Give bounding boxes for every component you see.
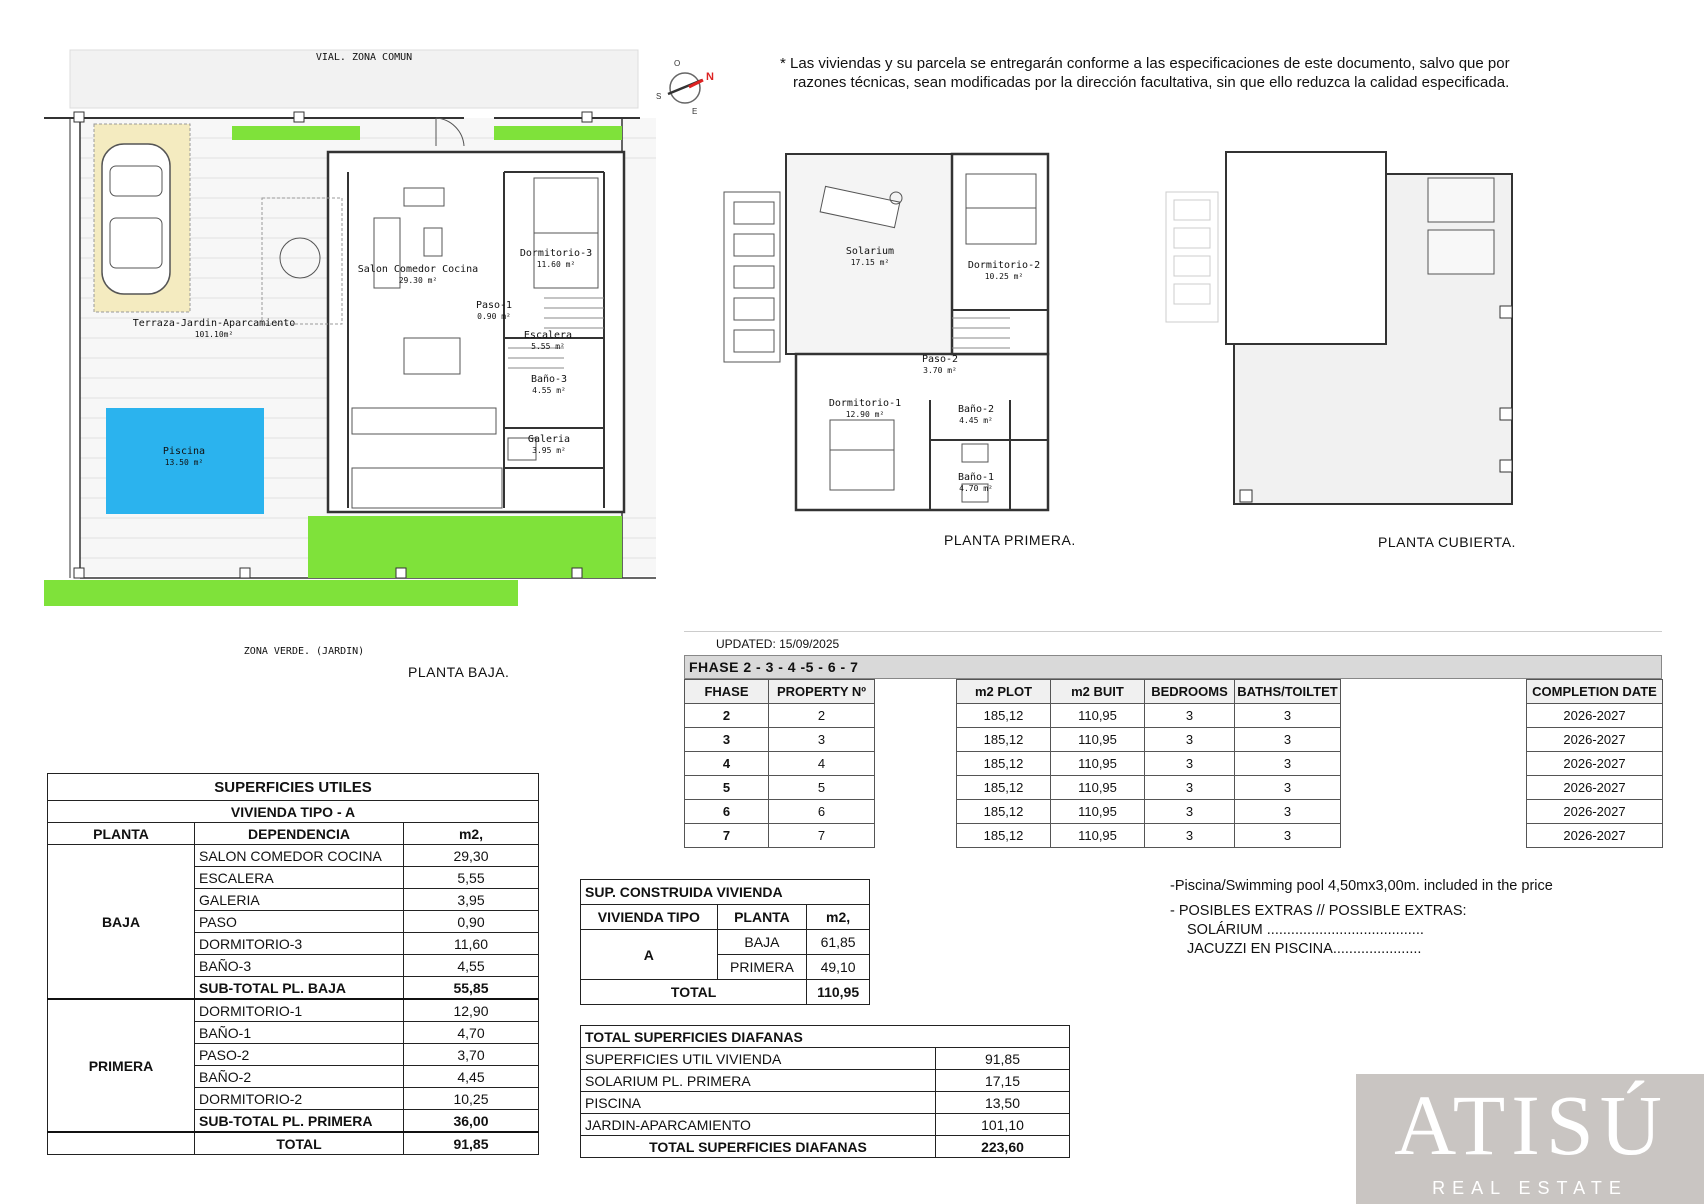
table-row bbox=[685, 728, 1663, 752]
logo-tagline: REAL ESTATE bbox=[1432, 1178, 1628, 1198]
room-dormitorio-1 bbox=[820, 398, 910, 419]
table-cell: 12,90 bbox=[404, 999, 539, 1022]
phases-updated: UPDATED: 15/09/2025 bbox=[716, 637, 840, 651]
room-paso-1-area: 0.90 m² bbox=[477, 311, 511, 321]
compass-o: O bbox=[674, 59, 681, 68]
su-title: SUPERFICIES UTILES bbox=[48, 774, 539, 801]
room-salon bbox=[348, 264, 488, 285]
table-cell: DORMITORIO-2 bbox=[195, 1088, 404, 1110]
phases-header-baths: BATHS/TOILTET bbox=[1235, 680, 1341, 704]
table-cell: 110,95 bbox=[1051, 824, 1145, 848]
table-cell bbox=[875, 704, 957, 728]
zona-verde-label: ZONA VERDE. (JARDIN) bbox=[243, 646, 365, 657]
first-floor-plan bbox=[720, 150, 1090, 520]
sc-header-tipo: VIVIENDA TIPO bbox=[581, 905, 718, 930]
sup-construida-table bbox=[580, 879, 870, 1005]
sc-total-value: 110,95 bbox=[807, 980, 870, 1005]
room-escalera-area: 5.55 m² bbox=[531, 341, 565, 351]
table-cell bbox=[875, 824, 957, 848]
table-cell: 49,10 bbox=[807, 955, 870, 980]
room-bano-2 bbox=[946, 404, 1006, 425]
compass-s: S bbox=[656, 92, 662, 101]
room-solarium-name: Solarium bbox=[845, 246, 895, 257]
room-bano-3-area: 4.55 m² bbox=[532, 385, 566, 395]
ground-floor-plan bbox=[44, 48, 656, 660]
table-cell: 110,95 bbox=[1051, 752, 1145, 776]
table-cell: JARDIN-APARCAMIENTO bbox=[581, 1114, 936, 1136]
table-row bbox=[685, 800, 1663, 824]
su-total-value: 91,85 bbox=[404, 1132, 539, 1155]
table-cell: 6 bbox=[769, 800, 875, 824]
su-subtitle: VIVIENDA TIPO - A bbox=[48, 801, 539, 823]
vial-zona-comun-label: VIAL. ZONA COMUN bbox=[315, 52, 413, 63]
table-cell: 3 bbox=[1235, 800, 1341, 824]
table-cell: PRIMERA bbox=[717, 955, 807, 980]
su-primera-subtotal-label: SUB-TOTAL PL. PRIMERA bbox=[195, 1110, 404, 1133]
table-cell: 110,95 bbox=[1051, 704, 1145, 728]
table-cell: BAÑO-3 bbox=[195, 955, 404, 977]
table-row bbox=[581, 930, 870, 955]
table-cell: 3 bbox=[1145, 752, 1235, 776]
table-cell: 185,12 bbox=[957, 776, 1051, 800]
table-cell: 61,85 bbox=[807, 930, 870, 955]
table-cell: 2 bbox=[685, 704, 769, 728]
room-galeria-name: Galeria bbox=[527, 434, 571, 445]
room-galeria bbox=[514, 434, 584, 455]
sc-title: SUP. CONSTRUIDA VIVIENDA bbox=[581, 880, 870, 905]
table-cell: 2026-2027 bbox=[1527, 800, 1663, 824]
room-dormitorio-3-area: 11.60 m² bbox=[536, 259, 576, 269]
phases-header-blank1 bbox=[875, 680, 957, 704]
table-row bbox=[581, 1070, 1070, 1092]
table-cell: 110,95 bbox=[1051, 800, 1145, 824]
table-cell: 185,12 bbox=[957, 824, 1051, 848]
room-bano-1-area: 4.70 m² bbox=[959, 483, 993, 493]
logo-brand: ATISÚ bbox=[1394, 1077, 1668, 1173]
table-cell: 4,45 bbox=[404, 1066, 539, 1088]
room-galeria-area: 3.95 m² bbox=[532, 445, 566, 455]
table-cell: SOLARIUM PL. PRIMERA bbox=[581, 1070, 936, 1092]
table-cell: PISCINA bbox=[581, 1092, 936, 1114]
table-cell: 185,12 bbox=[957, 704, 1051, 728]
table-cell: 185,12 bbox=[957, 800, 1051, 824]
table-cell: 3 bbox=[1145, 800, 1235, 824]
phases-header-fhase: FHASE bbox=[685, 680, 769, 704]
compass-e: E bbox=[692, 107, 698, 116]
table-cell: PASO bbox=[195, 911, 404, 933]
table-cell bbox=[875, 728, 957, 752]
room-dormitorio-2 bbox=[956, 260, 1052, 281]
table-cell: 3 bbox=[1235, 728, 1341, 752]
su-total-label: TOTAL bbox=[195, 1132, 404, 1155]
room-dormitorio-2-name: Dormitorio-2 bbox=[967, 260, 1041, 271]
compass-icon bbox=[654, 58, 716, 118]
room-dormitorio-2-area: 10.25 m² bbox=[984, 271, 1024, 281]
sc-tipo: A bbox=[581, 930, 718, 980]
room-piscina bbox=[144, 446, 224, 467]
table-cell: BAÑO-1 bbox=[195, 1022, 404, 1044]
roof-title: PLANTA CUBIERTA. bbox=[1378, 534, 1516, 550]
ground-floor-title: PLANTA BAJA. bbox=[408, 664, 510, 680]
room-dormitorio-1-area: 12.90 m² bbox=[845, 409, 885, 419]
su-baja-subtotal-value: 55,85 bbox=[404, 977, 539, 1000]
room-bano-1-name: Baño-1 bbox=[957, 472, 995, 483]
room-bano-1 bbox=[946, 472, 1006, 493]
table-cell: 4 bbox=[769, 752, 875, 776]
table-row bbox=[581, 1092, 1070, 1114]
table-row bbox=[685, 824, 1663, 848]
table-cell: ESCALERA bbox=[195, 867, 404, 889]
table-cell: 5,55 bbox=[404, 867, 539, 889]
su-baja-label: BAJA bbox=[48, 845, 195, 1000]
table-row bbox=[581, 1048, 1070, 1070]
phases-title: FHASE 2 - 3 - 4 -5 - 6 - 7 bbox=[684, 655, 1662, 679]
header-note-line1: * Las viviendas y su parcela se entregarán conforme a las especificaciones de este documento, salvo que por bbox=[780, 55, 1510, 72]
note-extra-jacuzzi: JACUZZI EN PISCINA...................... bbox=[1187, 941, 1422, 957]
table-cell: GALERIA bbox=[195, 889, 404, 911]
table-row bbox=[685, 704, 1663, 728]
table-cell: 3 bbox=[769, 728, 875, 752]
table-cell bbox=[1341, 824, 1527, 848]
table-cell: 101,10 bbox=[936, 1114, 1070, 1136]
table-row bbox=[685, 752, 1663, 776]
roof-plan bbox=[1160, 148, 1520, 524]
table-cell: 3,70 bbox=[404, 1044, 539, 1066]
table-cell: 6 bbox=[685, 800, 769, 824]
room-paso-1-name: Paso-1 bbox=[475, 300, 513, 311]
first-floor-title: PLANTA PRIMERA. bbox=[944, 532, 1076, 548]
table-cell: 91,85 bbox=[936, 1048, 1070, 1070]
table-cell: DORMITORIO-3 bbox=[195, 933, 404, 955]
room-escalera bbox=[508, 330, 588, 351]
table-cell: SUPERFICIES UTIL VIVIENDA bbox=[581, 1048, 936, 1070]
table-cell: 3 bbox=[1235, 776, 1341, 800]
table-cell: 7 bbox=[685, 824, 769, 848]
df-total-value: 223,60 bbox=[936, 1136, 1070, 1158]
room-dormitorio-3 bbox=[508, 248, 604, 269]
room-bano-2-name: Baño-2 bbox=[957, 404, 995, 415]
table-cell: 3 bbox=[685, 728, 769, 752]
table-cell bbox=[1341, 776, 1527, 800]
room-dormitorio-1-name: Dormitorio-1 bbox=[828, 398, 902, 409]
table-cell: 2026-2027 bbox=[1527, 704, 1663, 728]
room-piscina-name: Piscina bbox=[162, 446, 206, 457]
room-solarium-area: 17.15 m² bbox=[850, 257, 890, 267]
table-row bbox=[48, 1132, 539, 1155]
table-cell: SALON COMEDOR COCINA bbox=[195, 845, 404, 867]
superficies-utiles-table bbox=[47, 773, 539, 1155]
compass-n: N bbox=[706, 71, 714, 83]
table-cell: 3 bbox=[1145, 728, 1235, 752]
room-salon-area: 29.30 m² bbox=[398, 275, 438, 285]
room-bano-2-area: 4.45 m² bbox=[959, 415, 993, 425]
table-cell: DORMITORIO-1 bbox=[195, 999, 404, 1022]
table-cell: 3 bbox=[1235, 824, 1341, 848]
table-cell: 110,95 bbox=[1051, 776, 1145, 800]
room-piscina-area: 13.50 m² bbox=[164, 457, 204, 467]
table-cell: 4 bbox=[685, 752, 769, 776]
table-cell: 4,55 bbox=[404, 955, 539, 977]
table-cell bbox=[875, 752, 957, 776]
room-solarium bbox=[820, 246, 920, 267]
room-paso-2-area: 3.70 m² bbox=[923, 365, 957, 375]
table-row bbox=[581, 1114, 1070, 1136]
sc-header-m2: m2, bbox=[807, 905, 870, 930]
note-extras-title: - POSIBLES EXTRAS // POSSIBLE EXTRAS: bbox=[1170, 903, 1467, 919]
df-total-label: TOTAL SUPERFICIES DIAFANAS bbox=[581, 1136, 936, 1158]
df-title: TOTAL SUPERFICIES DIAFANAS bbox=[581, 1026, 1070, 1048]
su-primera-label: PRIMERA bbox=[48, 999, 195, 1132]
phases-updated-row bbox=[684, 631, 1662, 654]
phases-header-built: m2 BUIT bbox=[1051, 680, 1145, 704]
table-row bbox=[581, 1136, 1070, 1158]
table-cell: 3 bbox=[1235, 704, 1341, 728]
table-cell bbox=[1341, 752, 1527, 776]
table-cell: 0,90 bbox=[404, 911, 539, 933]
table-cell: 13,50 bbox=[936, 1092, 1070, 1114]
table-cell: 11,60 bbox=[404, 933, 539, 955]
diafanas-table bbox=[580, 1025, 1070, 1158]
table-cell: BAJA bbox=[717, 930, 807, 955]
table-row bbox=[685, 776, 1663, 800]
table-cell: 110,95 bbox=[1051, 728, 1145, 752]
table-cell bbox=[1341, 704, 1527, 728]
table-cell bbox=[1341, 800, 1527, 824]
table-cell: 5 bbox=[769, 776, 875, 800]
room-salon-name: Salon Comedor Cocina bbox=[357, 264, 479, 275]
su-header-dependencia: DEPENDENCIA bbox=[195, 823, 404, 845]
sc-header-planta: PLANTA bbox=[717, 905, 807, 930]
table-cell bbox=[1341, 728, 1527, 752]
table-cell: 3 bbox=[1145, 776, 1235, 800]
phases-header-plot: m2 PLOT bbox=[957, 680, 1051, 704]
room-dormitorio-3-name: Dormitorio-3 bbox=[519, 248, 593, 259]
room-paso-2-name: Paso-2 bbox=[921, 354, 959, 365]
table-cell: 3,95 bbox=[404, 889, 539, 911]
room-terraza-area: 101.10m² bbox=[194, 329, 234, 339]
table-cell: 185,12 bbox=[957, 752, 1051, 776]
table-row bbox=[581, 980, 870, 1005]
phases-table bbox=[684, 679, 1663, 848]
header-note-line2: razones técnicas, sean modificadas por la dirección facultativa, sin que ello reduzca la calidad especificada. bbox=[793, 74, 1510, 91]
table-cell: 4,70 bbox=[404, 1022, 539, 1044]
table-cell: 2026-2027 bbox=[1527, 752, 1663, 776]
table-cell: 7 bbox=[769, 824, 875, 848]
table-row bbox=[48, 999, 539, 1022]
room-escalera-name: Escalera bbox=[523, 330, 573, 341]
table-cell: 2 bbox=[769, 704, 875, 728]
phases-header-blank2 bbox=[1341, 680, 1527, 704]
room-terraza-name: Terraza-Jardin-Aparcamiento bbox=[132, 318, 296, 329]
su-header-planta: PLANTA bbox=[48, 823, 195, 845]
table-cell: BAÑO-2 bbox=[195, 1066, 404, 1088]
table-cell: 2026-2027 bbox=[1527, 728, 1663, 752]
table-cell: 2026-2027 bbox=[1527, 824, 1663, 848]
table-cell: PASO-2 bbox=[195, 1044, 404, 1066]
table-cell bbox=[875, 800, 957, 824]
phases-header-bedrooms: BEDROOMS bbox=[1145, 680, 1235, 704]
table-cell: 185,12 bbox=[957, 728, 1051, 752]
table-row bbox=[48, 845, 539, 867]
phases-header-property: PROPERTY Nº bbox=[769, 680, 875, 704]
table-cell: 5 bbox=[685, 776, 769, 800]
room-bano-3 bbox=[514, 374, 584, 395]
table-cell: 10,25 bbox=[404, 1088, 539, 1110]
table-cell: 3 bbox=[1145, 704, 1235, 728]
su-header-m2: m2, bbox=[404, 823, 539, 845]
room-bano-3-name: Baño-3 bbox=[530, 374, 568, 385]
sc-total-label: TOTAL bbox=[581, 980, 807, 1005]
room-paso-1 bbox=[464, 300, 524, 321]
table-cell: 17,15 bbox=[936, 1070, 1070, 1092]
table-cell: 3 bbox=[1145, 824, 1235, 848]
room-terraza bbox=[114, 318, 314, 339]
table-cell: 2026-2027 bbox=[1527, 776, 1663, 800]
note-pool: -Piscina/Swimming pool 4,50mx3,00m. included in the price bbox=[1170, 878, 1553, 894]
room-paso-2 bbox=[910, 354, 970, 375]
header-note bbox=[780, 54, 1510, 92]
phases-header-completion: COMPLETION DATE bbox=[1527, 680, 1663, 704]
note-extra-solarium: SOLÁRIUM ....................................... bbox=[1187, 922, 1424, 938]
notes bbox=[1170, 877, 1553, 959]
table-cell: 3 bbox=[1235, 752, 1341, 776]
su-primera-subtotal-value: 36,00 bbox=[404, 1110, 539, 1133]
table-cell bbox=[875, 776, 957, 800]
table-cell: 29,30 bbox=[404, 845, 539, 867]
atisu-logo bbox=[1356, 1074, 1704, 1204]
su-baja-subtotal-label: SUB-TOTAL PL. BAJA bbox=[195, 977, 404, 1000]
